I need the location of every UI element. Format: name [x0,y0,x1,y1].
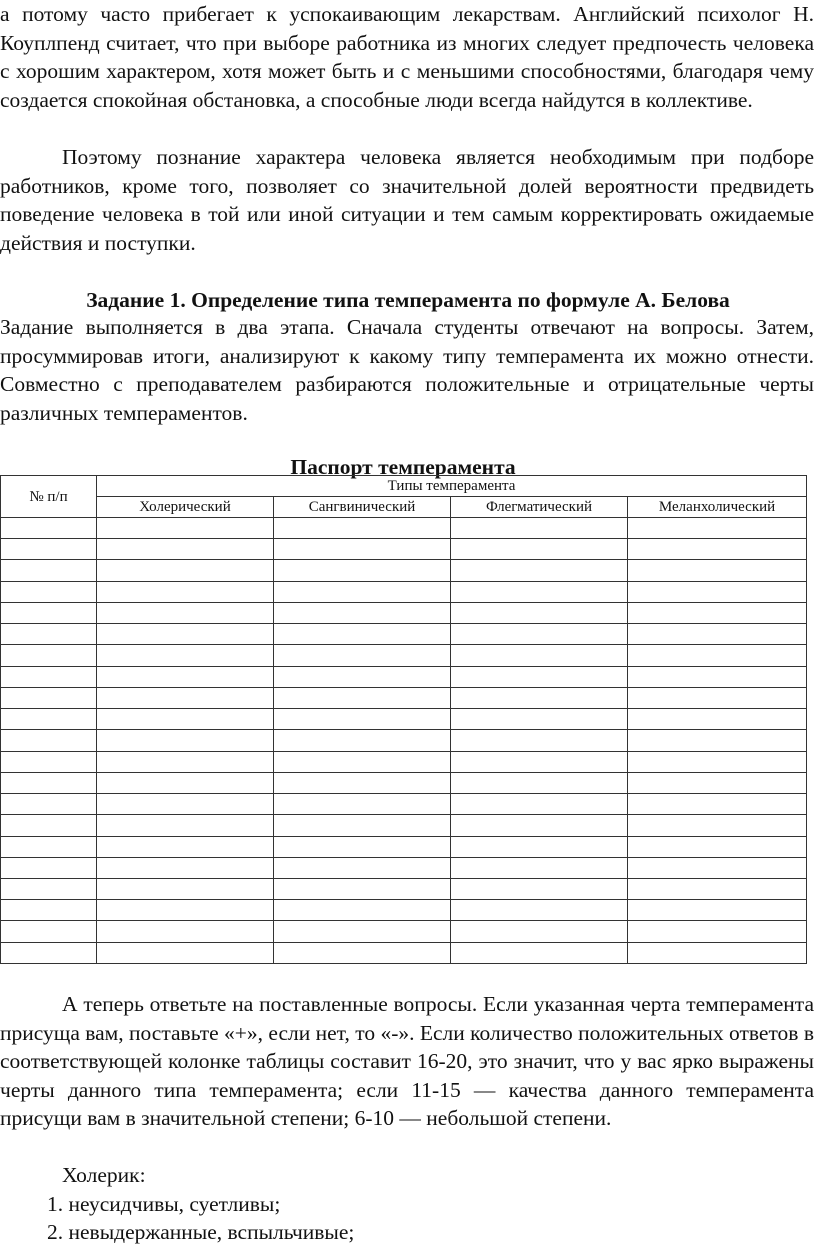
table-row [1,645,807,666]
table-cell [451,857,628,878]
table-cell [628,602,807,623]
table-cell [1,921,97,942]
table-cell [628,942,807,963]
paragraph-task: Задание выполняется в два этапа. Сначала студенты отвечают на вопросы. Затем, просуммировав итоги, анализируют к какому типу темперамента их можно отнести. Совместно с преподавателем разбираются положительные и отрицательные черты различных темпераментов. [0,315,814,425]
table-cell [1,857,97,878]
paragraph-character: Поэтому познание характера человека является необходимым при подборе работников, кроме того, позволяет со значительной долей вероятности предвидеть поведение человека в той или иной ситуации и тем самым корректировать ожидаемые действия и поступки. [0,145,814,255]
table-cell [274,942,451,963]
table-cell [97,921,274,942]
table-cell [628,836,807,857]
table-cell [1,645,97,666]
table-cell [628,751,807,772]
table-cell [274,602,451,623]
table-cell [274,878,451,899]
table-cell [97,539,274,560]
column-header-choleric: Холерический [97,497,274,518]
list-item: 2. невыдержанные, вспыльчивые; [47,1220,355,1244]
table-row [1,666,807,687]
paragraph-instructions: А теперь ответьте на поставленные вопросы. Если указанная черта темперамента присуща вам, поставьте «+», если нет, то «-». Если количество положительных ответов в соответствующей колонке таблицы составит 16-20, это значит, что у вас ярко выражены черты данного типа темперамента; если 11-15 — качества данного темперамента присущи вам в значительной степени; 6-10 — небольшой степени. [0,992,814,1130]
table-row [1,815,807,836]
table-cell [1,836,97,857]
table-cell [97,942,274,963]
column-header-sanguine: Сангвинический [274,497,451,518]
table-cell [274,900,451,921]
table-cell [97,751,274,772]
table-title: Паспорт темперамента [290,455,516,479]
table-cell [451,942,628,963]
table-cell [1,666,97,687]
table-cell [1,794,97,815]
table-cell [274,836,451,857]
table-cell [274,921,451,942]
table-cell [1,581,97,602]
table-cell [274,794,451,815]
table-cell [628,815,807,836]
table-row [1,836,807,857]
table-row [1,539,807,560]
table-cell [628,772,807,793]
table-cell [97,878,274,899]
table-cell [1,751,97,772]
table-cell [628,666,807,687]
table-cell [274,687,451,708]
table-cell [97,836,274,857]
table-cell [1,687,97,708]
table-cell [628,794,807,815]
table-body [1,518,807,964]
task-title: Задание 1. Определение типа темперамента по формуле А. Белова [86,288,730,312]
table-row [1,581,807,602]
table-cell [1,518,97,539]
table-cell [97,560,274,581]
table-cell [451,836,628,857]
table-row [1,942,807,963]
table-cell [274,751,451,772]
table-cell [451,624,628,645]
list-item: 1. неусидчивы, суетливы; [47,1192,281,1216]
table-cell [274,560,451,581]
table-cell [1,730,97,751]
table-row [1,709,807,730]
table-cell [1,815,97,836]
table-cell [274,857,451,878]
table-cell [97,602,274,623]
table-cell [97,518,274,539]
table-cell [97,687,274,708]
table-cell [1,539,97,560]
table-cell [274,581,451,602]
table-cell [97,815,274,836]
table-row [1,751,807,772]
table-cell [451,687,628,708]
table-cell [451,539,628,560]
table-cell [628,857,807,878]
table-row [1,900,807,921]
table-cell [628,539,807,560]
table-cell [451,900,628,921]
table-cell [97,857,274,878]
table-cell [628,730,807,751]
table-cell [97,709,274,730]
table-cell [628,624,807,645]
table-cell [628,581,807,602]
table-row [1,602,807,623]
table-cell [451,518,628,539]
table-row [1,518,807,539]
table-cell [628,560,807,581]
table-cell [451,666,628,687]
table-cell [1,900,97,921]
table-cell [97,794,274,815]
temperament-passport-table [0,475,807,964]
table-cell [451,709,628,730]
table-cell [274,815,451,836]
table-cell [628,900,807,921]
table-cell [451,878,628,899]
column-header-number: № п/п [1,476,97,518]
table-cell [97,730,274,751]
table-row [1,794,807,815]
table-cell [1,942,97,963]
table-row [1,687,807,708]
table-cell [451,751,628,772]
paragraph-intro: а потому часто прибегает к успокаивающим лекарствам. Английский психолог Н. Коуплпенд считает, что при выборе работника из многих следует предпочесть человека с хорошим характером, хотя может быть и с меньшими способностями, благодаря чему создается спокойная обстановка, а способные люди всегда найдутся в коллективе. [0,2,814,112]
table-row [1,730,807,751]
table-cell [451,602,628,623]
table-cell [628,921,807,942]
table-row [1,878,807,899]
table-cell [628,518,807,539]
table-cell [97,772,274,793]
table-cell [1,560,97,581]
table-cell [274,645,451,666]
table-row [1,772,807,793]
column-header-row [1,497,807,518]
table-cell [274,518,451,539]
table-cell [451,815,628,836]
table-cell [628,709,807,730]
table-cell [274,730,451,751]
table-cell [1,624,97,645]
table-cell [1,772,97,793]
table-row [1,560,807,581]
table-cell [451,794,628,815]
table-cell [274,772,451,793]
table-cell [628,687,807,708]
table-cell [274,539,451,560]
list-heading-choleric: Холерик: [62,1163,146,1187]
table-cell [274,666,451,687]
table-cell [628,645,807,666]
table-row [1,624,807,645]
table-cell [97,645,274,666]
table-cell [274,624,451,645]
table-cell [97,666,274,687]
table-cell [1,602,97,623]
table-cell [451,730,628,751]
table-cell [1,709,97,730]
table-cell [274,709,451,730]
table-cell [451,921,628,942]
table-cell [451,645,628,666]
column-header-melancholic: Меланхолический [628,497,807,518]
table-cell [628,878,807,899]
column-header-phlegmatic: Флегматический [451,497,628,518]
table-row [1,857,807,878]
column-group-header: Типы темперамента [97,476,807,497]
table-cell [451,560,628,581]
table-cell [97,624,274,645]
table-row [1,921,807,942]
table-cell [97,900,274,921]
table-cell [1,878,97,899]
table-cell [451,581,628,602]
table-cell [451,772,628,793]
table-cell [97,581,274,602]
